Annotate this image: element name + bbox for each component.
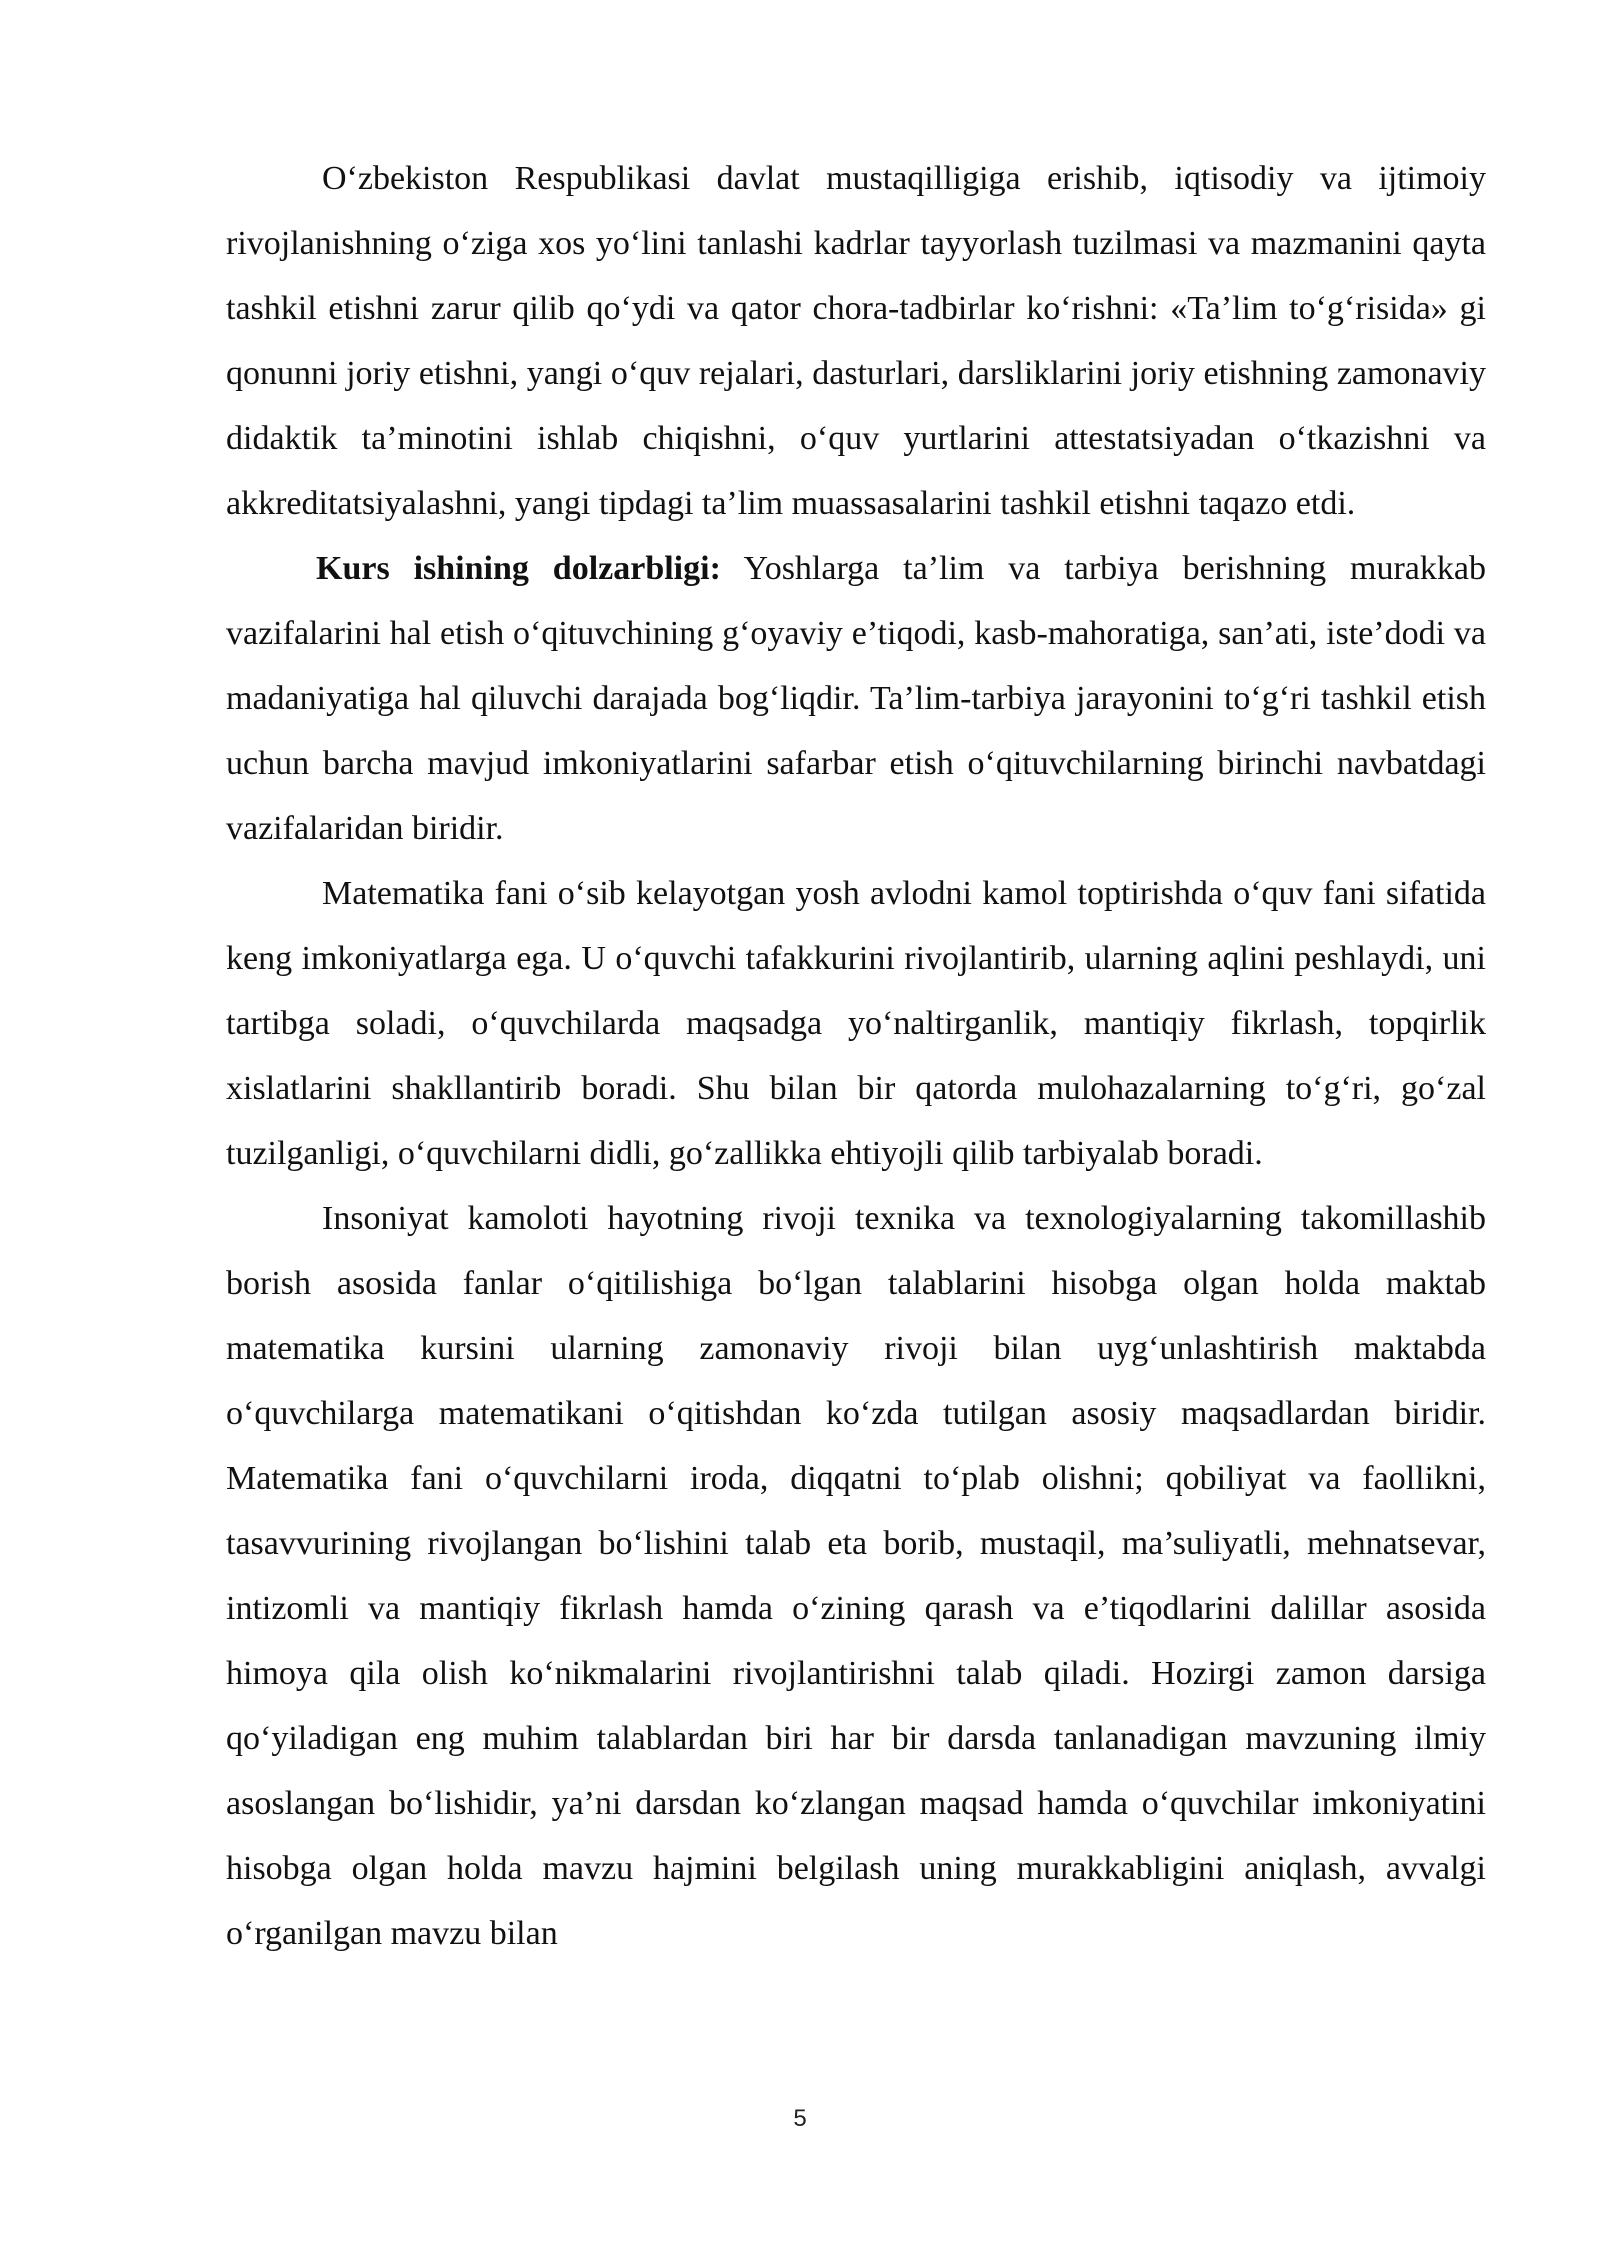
- paragraph-mathematics: Matematika fani o‘sib kelayotgan yosh avlodni kamol toptirishda o‘quv fani sifatida keng imkoniyatlarga ega. U o‘quvchi tafakkurini rivojlantirib, ularning aqlini peshlaydi, uni tartibga soladi, o‘quvchilarda maqsadga yo‘naltirganlik, mantiqiy fikrlash, topqirlik xislatlarini shakllantirib boradi. Shu bilan bir qatorda mulohazalarning to‘g‘ri, go‘zal tuzilganligi, o‘quvchilarni didli, go‘zallikka ehtiyojli qilib tarbiyalab boradi.: [226, 875, 1486, 1172]
- relevance-text: Yoshlarga ta’lim va tarbiya berishning murakkab vazifalarini hal etish o‘qituvchining g‘oyaviy e’tiqodi, kasb-mahoratiga, san’ati, iste’dodi va madaniyatiga hal qiluvchi darajada bog‘liqdir. Ta’lim-tarbiya jarayonini to‘g‘ri tashkil etish uchun barcha mavjud imkoniyatlarini safarbar etish o‘qituvchilarning birinchi navbatdagi vazifalaridan biridir.: [226, 550, 1486, 847]
- page-body-text: [226, 146, 1486, 1966]
- page-number: 5: [793, 2105, 807, 2132]
- relevance-heading: Kurs ishining dolzarbligi:: [316, 550, 721, 587]
- paragraph-development: Insoniyat kamoloti hayotning rivoji texnika va texnologiyalarning takomillashib borish asosida fanlar o‘qitilishiga bo‘lgan talablarini hisobga olgan holda maktab matematika kursini ularning zamonaviy rivoji bilan uyg‘unlashtirish maktabda o‘quvchilarga matematikani o‘qitishdan ko‘zda tutilgan asosiy maqsadlardan biridir. Matematika fani o‘quvchilarni iroda, diqqatni to‘plab olishni; qobiliyat va faollikni, tasavvurining rivojlangan bo‘lishini talab eta borib, mustaqil, ma’suliyatli, mehnatsevar, intizomli va mantiqiy fikrlash hamda o‘zining qarash va e’tiqodlarini dalillar asosida himoya qila olish ko‘nikmalarini rivojlantirishni talab qiladi. Hozirgi zamon darsiga qo‘yiladigan eng muhim talablardan biri har bir darsda tanlanadigan mavzuning ilmiy asoslangan bo‘lishidir, ya’ni darsdan ko‘zlangan maqsad hamda o‘quvchilar imkoniyatini hisobga olgan holda mavzu hajmini belgilash uning murakkabligini aniqlash, avvalgi o‘rganilgan mavzu bilan: [226, 1200, 1486, 1952]
- paragraph-intro: O‘zbekiston Respublikasi davlat mustaqilligiga erishib, iqtisodiy va ijtimoiy rivojlanishning o‘ziga xos yo‘lini tanlashi kadrlar tayyorlash tuzilmasi va mazmanini qayta tashkil etishni zarur qilib qo‘ydi va qator chora-tadbirlar ko‘rishni: «Ta’lim to‘g‘risida» gi qonunni joriy etishni, yangi o‘quv rejalari, dasturlari, darsliklarini joriy etishning zamonaviy didaktik ta’minotini ishlab chiqishni, o‘quv yurtlarini attestatsiyadan o‘tkazishni va akkreditatsiyalashni, yangi tipdagi ta’lim muassasalarini tashkil etishni taqazo etdi.: [226, 160, 1486, 522]
- paragraph-relevance: [226, 536, 1486, 861]
